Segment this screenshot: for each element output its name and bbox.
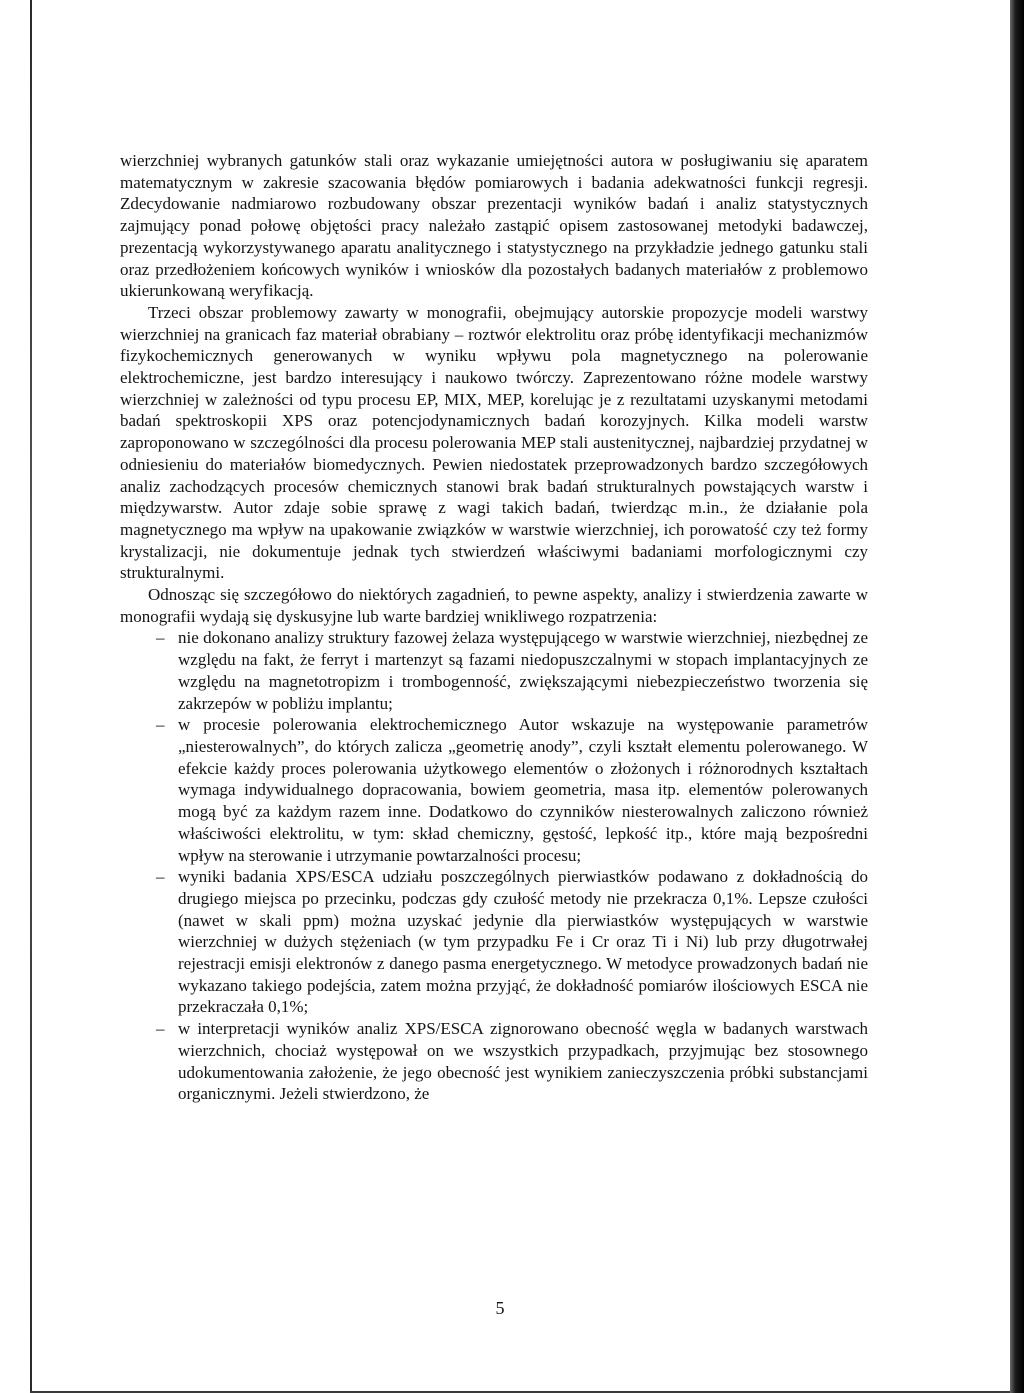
list-item-text: w interpretacji wyników analiz XPS/ESCA zignorowano obecność węgla w badanych warstwach wierzchnich, chociaż występował on we wszystkich przypadkach, przyjmując bez stosownego udokumentowania założenie, że jego obecność jest wynikiem zanieczyszczenia próbki substancjami organicznymi. Jeżeli stwierdzono, że [178, 1019, 868, 1104]
page-number: 5 [495, 1298, 505, 1318]
page-body [120, 150, 868, 1105]
list-item [120, 627, 868, 714]
scan-edge-right [1010, 0, 1024, 1393]
dash-marker: – [156, 1019, 165, 1039]
list-item [120, 714, 868, 866]
issues-list [120, 627, 868, 1104]
list-item-text: w procesie polerowania elektrochemicznego Autor wskazuje na występowanie parametrów „niesterowalnych”, do których zalicza „geometrię anody”, czyli kształt elementu polerowanego. W efekcie każdy proces polerowania użytkowego elementów o złożonych i różnorodnych kształtach wymaga indywidualnego dopracowania, bowiem geometria, masa itp. elementów polerowanych mogą być za każdym razem inne. Dodatkowo do czynników niesterowalnych zaliczono również właściwości elektrolitu, w tym: skład chemiczny, gęstość, lepkość itp., które mają bezpośredni wpływ na sterowanie i utrzymanie powtarzalności procesu; [178, 715, 868, 865]
list-item-text: wyniki badania XPS/ESCA udziału poszczególnych pierwiastków podawano z dokładnością do drugiego miejsca po przecinku, podczas gdy czułość metody nie przekracza 0,1%. Lepsze czułości (nawet w skali ppm) można uzyskać jedynie dla pierwiastków występujących w warstwie wierzchniej w dużych stężeniach (w tym przypadku Fe i Cr oraz Ti i Ni) lub przy długotrwałej rejestracji emisji elektronów z danego pasma energetycznego. W metodyce prowadzonych badań nie wykazano takiego podejścia, zatem można przyjąć, że dokładność pomiarów ilościowych ESCA nie przekraczała 0,1%; [178, 867, 868, 1017]
dash-marker: – [156, 867, 165, 887]
paragraph-continuation: wierzchniej wybranych gatunków stali oraz wykazanie umiejętności autora w posługiwaniu się aparatem matematycznym w zakresie szacowania błędów pomiarowych i badania adekwatności funkcji regresji. Zdecydowanie nadmiarowo rozbudowany obszar prezentacji wyników badań i analiz statystycznych zajmujący ponad połowę objętości pracy należało zastąpić opisem zastosowanej metodyki badawczej, prezentacją wykorzystywanego aparatu analitycznego i statystycznego na przykładzie jednego gatunku stali oraz przedłożeniem końcowych wyników i wniosków dla pozostałych badanych materiałów z problemowo ukierunkowaną weryfikacją. [120, 151, 868, 301]
dash-marker: – [156, 628, 165, 648]
paragraph-detailed-issues: Odnosząc się szczegółowo do niektórych zagadnień, to pewne aspekty, analizy i stwierdzenia zawarte w monografii wydają się dyskusyjne lub warte bardziej wnikliwego rozpatrzenia: [120, 585, 868, 626]
dash-marker: – [156, 715, 165, 735]
paragraph-third-area: Trzeci obszar problemowy zawarty w monografii, obejmujący autorskie propozycje modeli warstwy wierzchniej na granicach faz materiał obrabiany – roztwór elektrolitu oraz próbę identyfikacji mechanizmów fizykochemicznych generowanych w wyniku wpływu pola magnetycznego na polerowanie elektrochemiczne, jest bardzo interesujący i naukowo twórczy. Zaprezentowano różne modele warstwy wierzchniej w zależności od typu procesu EP, MIX, MEP, korelując je z rezultatami uzyskanymi metodami badań spektroskopii XPS oraz potencjodynamicznych badań korozyjnych. Kilka modeli warstw zaproponowano w szczególności dla procesu polerowania MEP stali austenitycznej, najbardziej przydatnej w odniesieniu do materiałów biomedycznych. Pewien niedostatek przeprowadzonych bardzo szczegółowych analiz zachodzących procesów chemicznych stanowi brak badań strukturalnych powstających warstw i międzywarstw. Autor zdaje sobie sprawę z wagi takich badań, twierdząc m.in., że działanie pola magnetycznego ma wpływ na upakowanie związków w warstwie wierzchniej, ich porowatość czy też formy krystalizacji, nie dokumentuje jednak tych stwierdzeń właściwymi badaniami morfologicznymi czy strukturalnymi. [120, 302, 868, 583]
scan-edge-left [30, 0, 32, 1393]
list-item [120, 866, 868, 1018]
list-item [120, 1018, 868, 1105]
list-item-text: nie dokonano analizy struktury fazowej żelaza występującego w warstwie wierzchniej, niezbędnej ze względu na fakt, że ferryt i martenzyt są fazami niedopuszczalnymi w stopach implantacyjnych ze względu na magnetotropizm i trombogenność, zwiększającymi niebezpieczeństwo tworzenia się zakrzepów w pobliżu implantu; [178, 628, 868, 713]
